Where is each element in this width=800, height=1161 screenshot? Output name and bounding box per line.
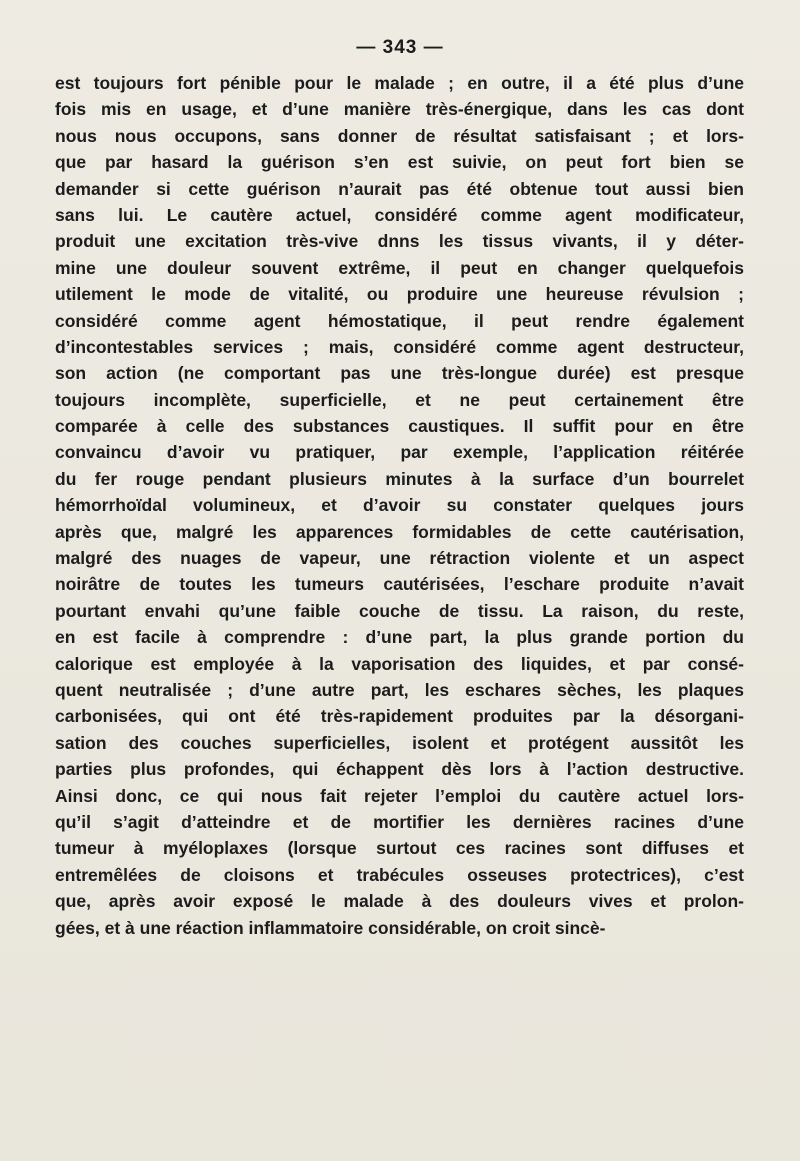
text-line: hémorrhoïdal volumineux, et d’avoir su constater quelques jours: [55, 495, 744, 516]
text-line: est toujours fort pénible pour le malade ; en outre, il a été plus d’une: [55, 73, 744, 93]
text-line: produit une excitation très-vive dnns les tissus vivants, il y déter-: [55, 231, 744, 252]
text-line: utilement le mode de vitalité, ou produire une heureuse révulsion ;: [55, 284, 744, 305]
text-line: qu’il s’agit d’atteindre et de mortifier les dernières racines d’une: [55, 811, 744, 832]
text-line: son action (ne comportant pas une très-longue durée) est presque: [55, 363, 744, 384]
page-number: — 343 —: [356, 37, 444, 58]
text-line: comparée à celle des substances caustiques. Il suffit pour en être: [55, 416, 744, 437]
text-line: d’incontestables services ; mais, considéré comme agent destructeur,: [55, 336, 744, 357]
text-line: sation des couches superficielles, isolent et protégent aussitôt les: [55, 732, 744, 753]
text-line: convaincu d’avoir vu pratiquer, par exemple, l’application réitérée: [55, 442, 744, 463]
text-line: que, après avoir exposé le malade à des douleurs vives et prolon-: [55, 891, 744, 912]
text-line: considéré comme agent hémostatique, il peut rendre également: [55, 310, 744, 331]
text-line: fois mis en usage, et d’une manière très-énergique, dans les cas dont: [55, 99, 744, 120]
text-line: entremêlées de cloisons et trabécules osseuses protectrices), c’est: [55, 864, 744, 885]
text-line: après que, malgré les apparences formidables de cette cautérisation,: [55, 521, 744, 542]
text-line: toujours incomplète, superficielle, et ne peut certainement être: [55, 389, 744, 410]
text-line: carbonisées, qui ont été très-rapidement produites par la désorgani-: [55, 706, 744, 727]
text-line: sans lui. Le cautère actuel, considéré comme agent modificateur,: [55, 204, 744, 225]
text-line: nous nous occupons, sans donner de résultat satisfaisant ; et lors-: [55, 125, 744, 146]
text-line: noirâtre de toutes les tumeurs cautérisées, l’eschare produite n’avait: [55, 574, 744, 595]
text-line: du fer rouge pendant plusieurs minutes à la surface d’un bourrelet: [55, 468, 744, 489]
text-line: calorique est employée à la vaporisation des liquides, et par consé-: [55, 653, 744, 674]
text-line: parties plus profondes, qui échappent dès lors à l’action destructive.: [55, 759, 744, 780]
text-line: que par hasard la guérison s’en est suivie, on peut fort bien se: [55, 152, 744, 173]
text-line: tumeur à myéloplaxes (lorsque surtout ces racines sont diffuses et: [55, 838, 744, 859]
text-line: en est facile à comprendre : d’une part, la plus grande portion du: [55, 627, 744, 648]
text-line: Ainsi donc, ce qui nous fait rejeter l’emploi du cautère actuel lors-: [55, 785, 744, 806]
body-paragraph: [55, 70, 744, 941]
text-line: demander si cette guérison n’aurait pas été obtenue tout aussi bien: [55, 178, 744, 199]
text-line: pourtant envahi qu’une faible couche de tissu. La raison, du reste,: [55, 600, 744, 621]
text-line: quent neutralisée ; d’une autre part, les eschares sèches, les plaques: [55, 679, 744, 700]
text-line: malgré des nuages de vapeur, une rétraction violente et un aspect: [55, 548, 744, 569]
text-line: gées, et à une réaction inflammatoire considérable, on croit sincè-: [55, 917, 606, 938]
text-line: mine une douleur souvent extrême, il peut en changer quelquefois: [55, 257, 744, 278]
